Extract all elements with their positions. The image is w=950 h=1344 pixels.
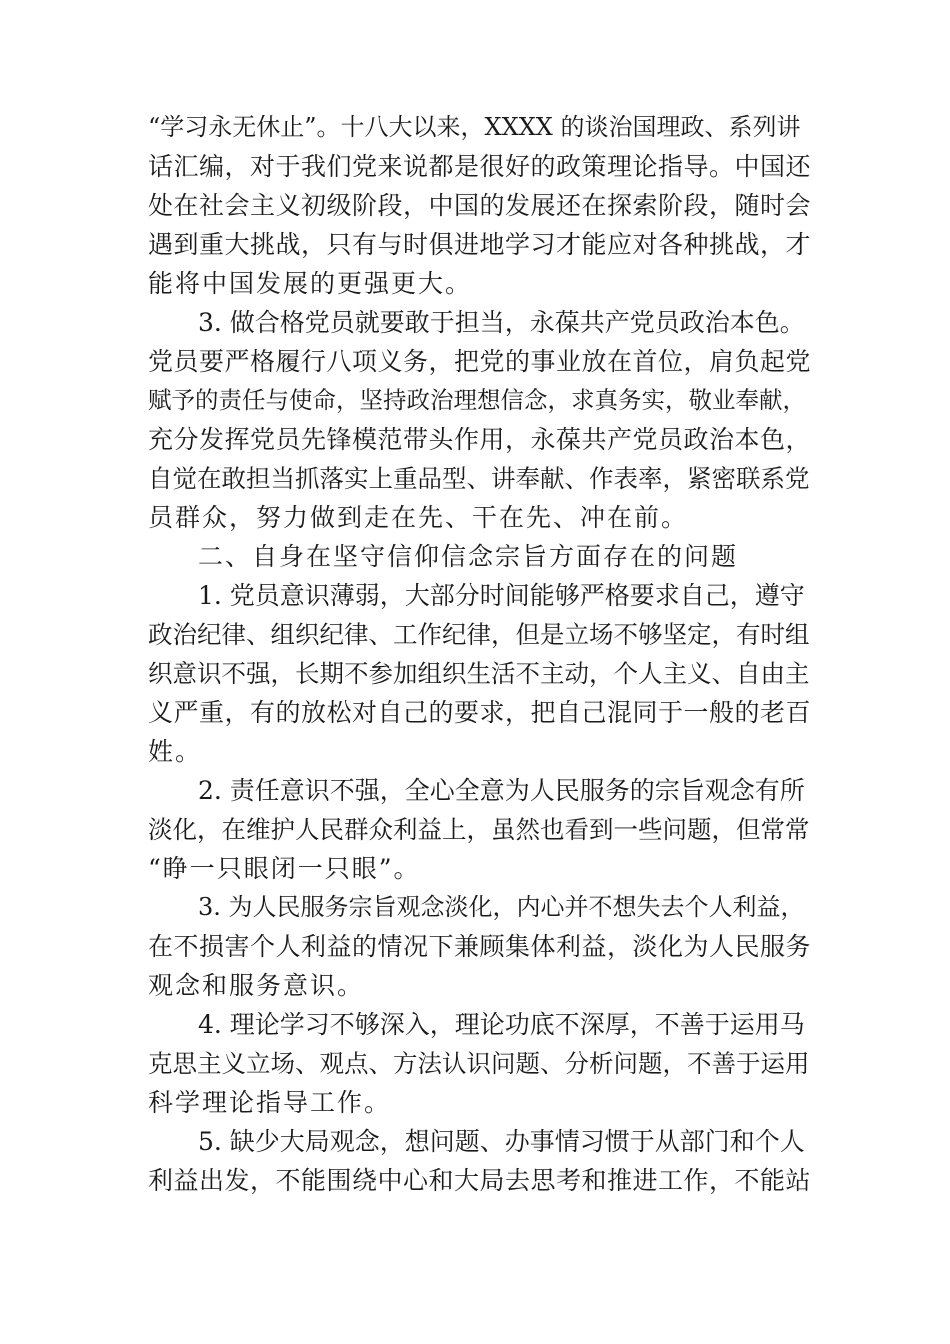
text-line: 观念和服务意识。 [148, 971, 365, 1000]
text-line: 克思主义立场、观点、方法认识问题、分析问题，不善于运用 [148, 1049, 810, 1078]
text-line: 员群众，努力做到走在先、干在先、冲在前。 [148, 503, 689, 532]
text-line: 能将中国发展的更强更大。 [148, 269, 473, 298]
text-line: 自觉在敢担当抓落实上重品型、讲奉献、作表率，紧密联系党 [148, 464, 810, 493]
paragraph-heading-line: 2. 责任意识不强，全心全意为人民服务的宗旨观念有所 [198, 776, 805, 805]
text-line: 利益出发，不能围绕中心和大局去思考和推进工作，不能站 [148, 1166, 812, 1195]
text-line: 科学理论指导工作。 [148, 1088, 392, 1117]
section-heading: 二、自身在坚守信仰信念宗旨方面存在的问题 [198, 542, 739, 571]
text-line: 淡化，在维护人民群众利益上，虽然也看到一些问题，但常常 [148, 815, 810, 844]
document-body [148, 108, 812, 1200]
text-line: 织意识不强，长期不参加组织生活不主动，个人主义、自由主 [148, 659, 810, 688]
text-line: 处在社会主义初级阶段，中国的发展还在探索阶段，随时会 [148, 191, 812, 220]
text-line: 义严重，有的放松对自己的要求，把自己混同于一般的老百 [148, 698, 812, 727]
paragraph-heading-line: 4. 理论学习不够深入，理论功底不深厚，不善于运用马 [198, 1010, 805, 1039]
text-line: 政治纪律、组织纪律、工作纪律，但是立场不够坚定，有时组 [148, 620, 810, 649]
text-line: 在不损害个人利益的情况下兼顾集体利益，淡化为人民服务 [148, 932, 812, 961]
text-line: 党员要严格履行八项义务，把党的事业放在首位，肩负起党 [148, 347, 812, 376]
text-line: 遇到重大挑战，只有与时俱进地学习才能应对各种挑战，才 [148, 230, 812, 259]
text-line: “学习永无休止”。十八大以来，XXXX 的谈治国理政、系列讲 [148, 113, 801, 141]
text-line: 充分发挥党员先锋模范带头作用，永葆共产党员政治本色， [148, 425, 812, 454]
text-line: 话汇编，对于我们党来说都是很好的政策理论指导。中国还 [148, 152, 812, 181]
text-line: “睁一只眼闭一只眼”。 [148, 854, 421, 883]
paragraph-heading-line: 3. 为人民服务宗旨观念淡化，内心并不想失去个人利益， [198, 893, 805, 921]
text-line: 赋予的责任与使命，坚持政治理想信念，求真务实，敬业奉献， [148, 386, 806, 414]
paragraph-heading-line: 1. 党员意识薄弱，大部分时间能够严格要求自己，遵守 [198, 581, 805, 610]
paragraph-heading-line: 3. 做合格党员就要敢于担当，永葆共产党员政治本色。 [198, 308, 805, 337]
text-line: 姓。 [148, 737, 203, 766]
paragraph-heading-line: 5. 缺少大局观念，想问题、办事情习惯于从部门和个人 [198, 1127, 805, 1156]
